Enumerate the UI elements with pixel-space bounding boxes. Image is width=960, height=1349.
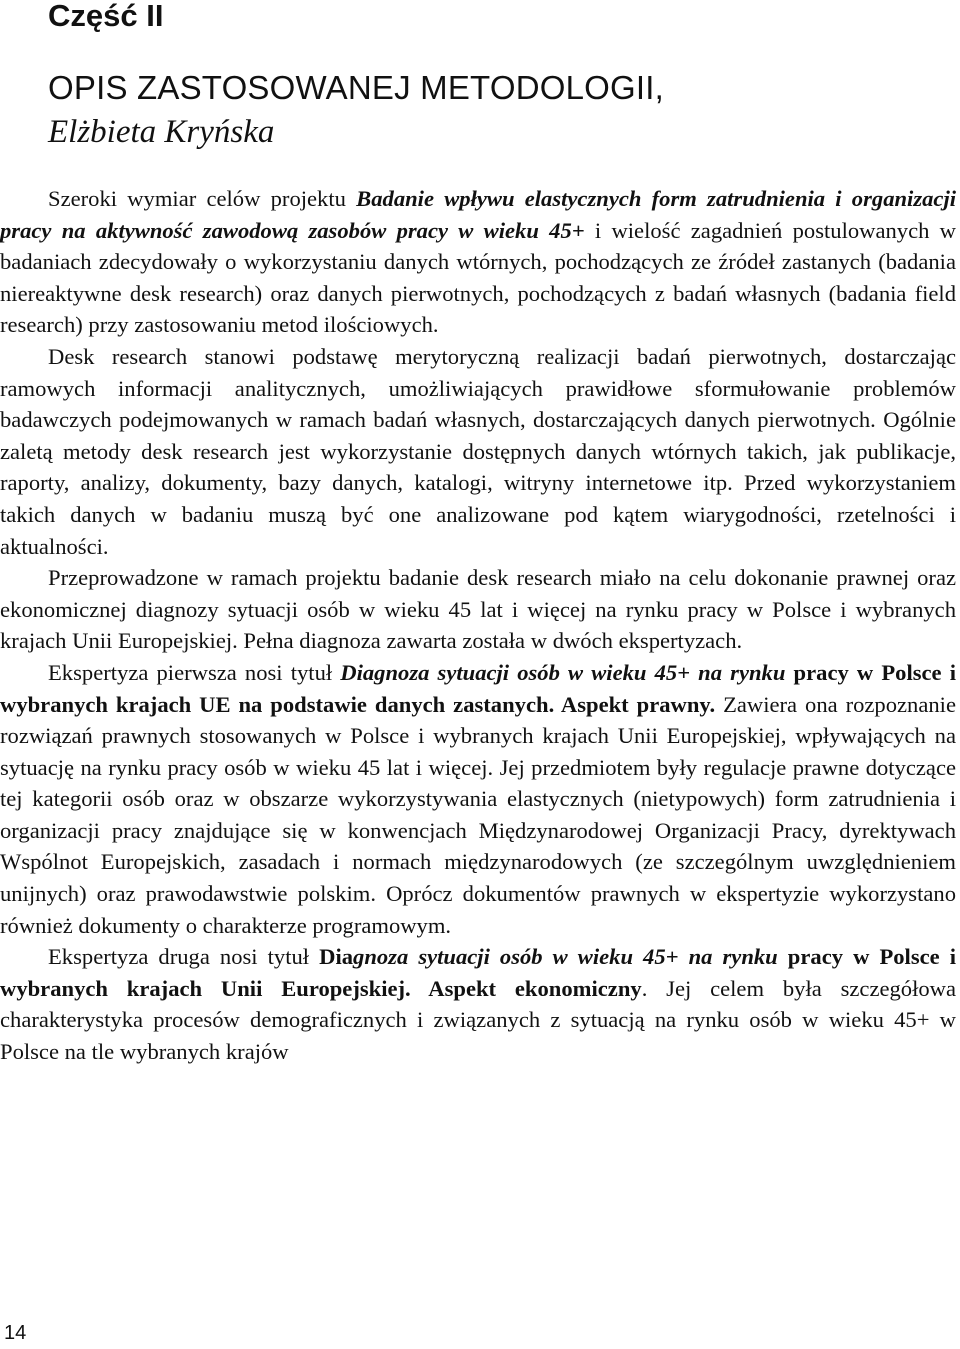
text-run: stanowi podstawę merytoryczną realizacji badań pierwotnych, dostarczając ramowych informacji analitycznych, umożliwiających prawidłowe sformułowanie problemów badawczych podejmowanych w ramach badań własnych, dostarczających danych pierwotnych. Ogólnie zaletą metody desk research jest wykorzystanie dostępnych danych wtórnych takich, jak publikacje, raporty, analizy, dokumenty, bazy danych, katalogi, witryny internetowe itp. Przed wykorzystaniem takich danych w badaniu muszą być one analizowane pod kątem wiarygodności, rzetelności i aktualności.	[0, 343, 957, 559]
expertise-title-bold: pracy w Polsce i wybranych krajach UE na podstawie danych zastanych. Aspekt prawny.	[0, 659, 956, 717]
expertise-title-bold: pracy w Polsce i wybranych krajach Unii Europejskiej. Aspekt ekonomiczny	[0, 944, 956, 1001]
paragraph	[0, 562, 956, 657]
page-number: 14	[4, 1322, 27, 1344]
paragraph	[0, 341, 956, 562]
text-run: . Jej celem była szczegółowa charakterystyka procesów demograficznych i związanych z sytuacją na rynku osób w wieku 45+ w Polsce na tle wybranych krajów	[0, 975, 957, 1065]
project-title: Badanie wpływu elastycznych form zatrudnienia i organizacji pracy na aktywność zawodową zasobów pracy w wieku 45+	[0, 186, 957, 243]
expertise-title-bold: Dia	[319, 944, 354, 970]
chapter-author: Elżbieta Kryńska	[48, 114, 275, 150]
chapter-title: OPIS ZASTOSOWANEJ METODOLOGII,	[48, 69, 664, 106]
paragraph	[0, 183, 956, 341]
text-run: Zawiera ona rozpoznanie rozwiązań prawnych stosowanych w Polsce i wybranych krajach Unii Europejskiej, wpływających na sytuację na rynku pracy osób w wieku 45 lat i więcej. Jej przedmiotem były regulacje prawne dotyczące tej kategorii osób oraz w obszarze wykorzystywania elastycznych (nietypowych) form zatrudnienia i organizacji pracy znajdujące się w konwencjach Międzynarodowej Organizacji Pracy, dyrektywach Wspólnot Europejskich, zasadach i normach międzynarodowych (ze szczególnym uwzględnieniem unijnych) oraz prawodawstwie polskim. Oprócz dokumentów prawnych w ekspertyzie wykorzystano również dokumenty o charakterze programowym.	[0, 691, 956, 938]
expertise-title-italic: Diagnoza sytuacji osób w wieku 45+ na rynku	[340, 659, 786, 685]
text-run: Przeprowadzone w ramach projektu badanie desk research miało na celu dokonanie prawnej oraz ekonomicznej diagnozy sytuacji osób w wieku 45 lat i więcej na rynku pracy w Polsce i wybranych krajach Unii Europejskiej. Pełna diagnoza zawarta została w dwóch ekspertyzach.	[0, 565, 956, 654]
paragraph	[0, 657, 956, 941]
text-run: Desk research	[48, 343, 188, 369]
body-text	[0, 183, 956, 1068]
text-run: Ekspertyza pierwsza nosi tytuł	[48, 659, 341, 685]
text-run: Szeroki wymiar celów projektu	[48, 186, 357, 211]
expertise-title-italic: gnoza sytuacji osób w wieku 45+ na rynku	[353, 944, 778, 970]
text-run: i wielość zagadnień postulowanych w badaniach zdecydowały o wykorzystaniu danych wtórnych, pochodzących ze źródeł zastanych (badania niereaktywne desk research) oraz danych pierwotnych, pochodzących z badań własnych (badania field research) przy zastosowaniu metod ilościowych.	[0, 217, 957, 338]
paragraph	[0, 941, 956, 1067]
part-heading: Część II	[48, 0, 164, 33]
text-run: Ekspertyza druga nosi tytuł	[48, 944, 320, 970]
